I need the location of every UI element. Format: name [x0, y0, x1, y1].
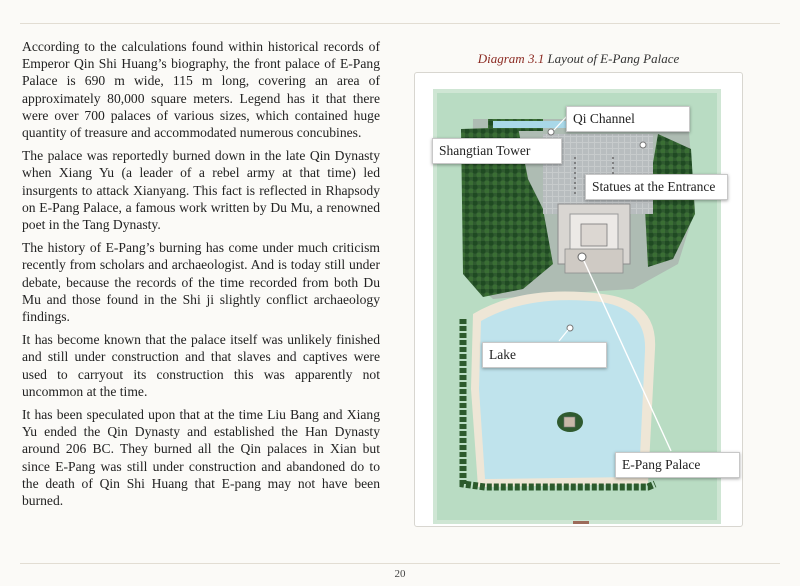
top-rule: [20, 23, 780, 24]
callout-lake: Lake: [482, 342, 607, 368]
entrance-path: [565, 249, 623, 273]
qi-channel-marker: [548, 129, 554, 135]
palace-hall-core: [581, 224, 607, 246]
callout-statues-entrance: Statues at the Entrance: [585, 174, 728, 200]
callout-shangtian-tower: Shangtian Tower: [432, 138, 562, 164]
palace-marker: [578, 253, 586, 261]
paragraph-5: It has been speculated upon that at the time Liu Bang and Xiang Yu ended the Qin Dynasty and established the Han Dynasty around 206 BC. They burned all the Qin palaces in Xian but since E-Pang was still under construction and abandoned do to the death of Qin Shi Huang that E-pang may not have been burned.: [22, 407, 380, 509]
tower-marker: [640, 142, 646, 148]
callout-epang-palace: E-Pang Palace: [615, 452, 740, 478]
figure-caption: [414, 51, 743, 67]
body-text: [22, 38, 380, 515]
paragraph-2: The palace was reportedly burned down in the late Qin Dynasty when Xiang Yu (a leader of a rebel army at that time) led insurgents to attack Xianyang. This fact is reflected in Rhapsody on E-Pang Palace, a famous work written by Du Mu, a renowned poet in the Tang Dynasty.: [22, 148, 380, 233]
page-number: 20: [394, 568, 406, 580]
south-gate: [573, 521, 589, 524]
callout-qi-channel: Qi Channel: [566, 106, 690, 132]
figure-title: Layout of E-Pang Palace: [547, 51, 680, 66]
bottom-rule: [20, 563, 780, 564]
paragraph-3: The history of E-Pang’s burning has come under much criticism recently from scholars and archaeologist. And is today still under debate, because the records of the time recorded from both Du Mu and those found in the Shi ji slightly conflict archaeology findings.: [22, 240, 380, 325]
island-pavilion: [564, 417, 575, 427]
paragraph-4: It has become known that the palace itself was unlikely finished and still under construction and that slaves and captives were used to carryout its construction this was apparently not uncommon at the time.: [22, 332, 380, 399]
figure-number: Diagram 3.1: [477, 51, 545, 66]
paragraph-1: According to the calculations found within historical records of Emperor Qin Shi Huang’s biography, the front palace of E-Pang Palace is 690 m wide, 115 m long, covering an area of approximately 80,000 square meters. Legend has it that there were over 700 palaces of various sizes, which contained huge quantity of treasure and accommodated numerous concubines.: [22, 39, 380, 141]
